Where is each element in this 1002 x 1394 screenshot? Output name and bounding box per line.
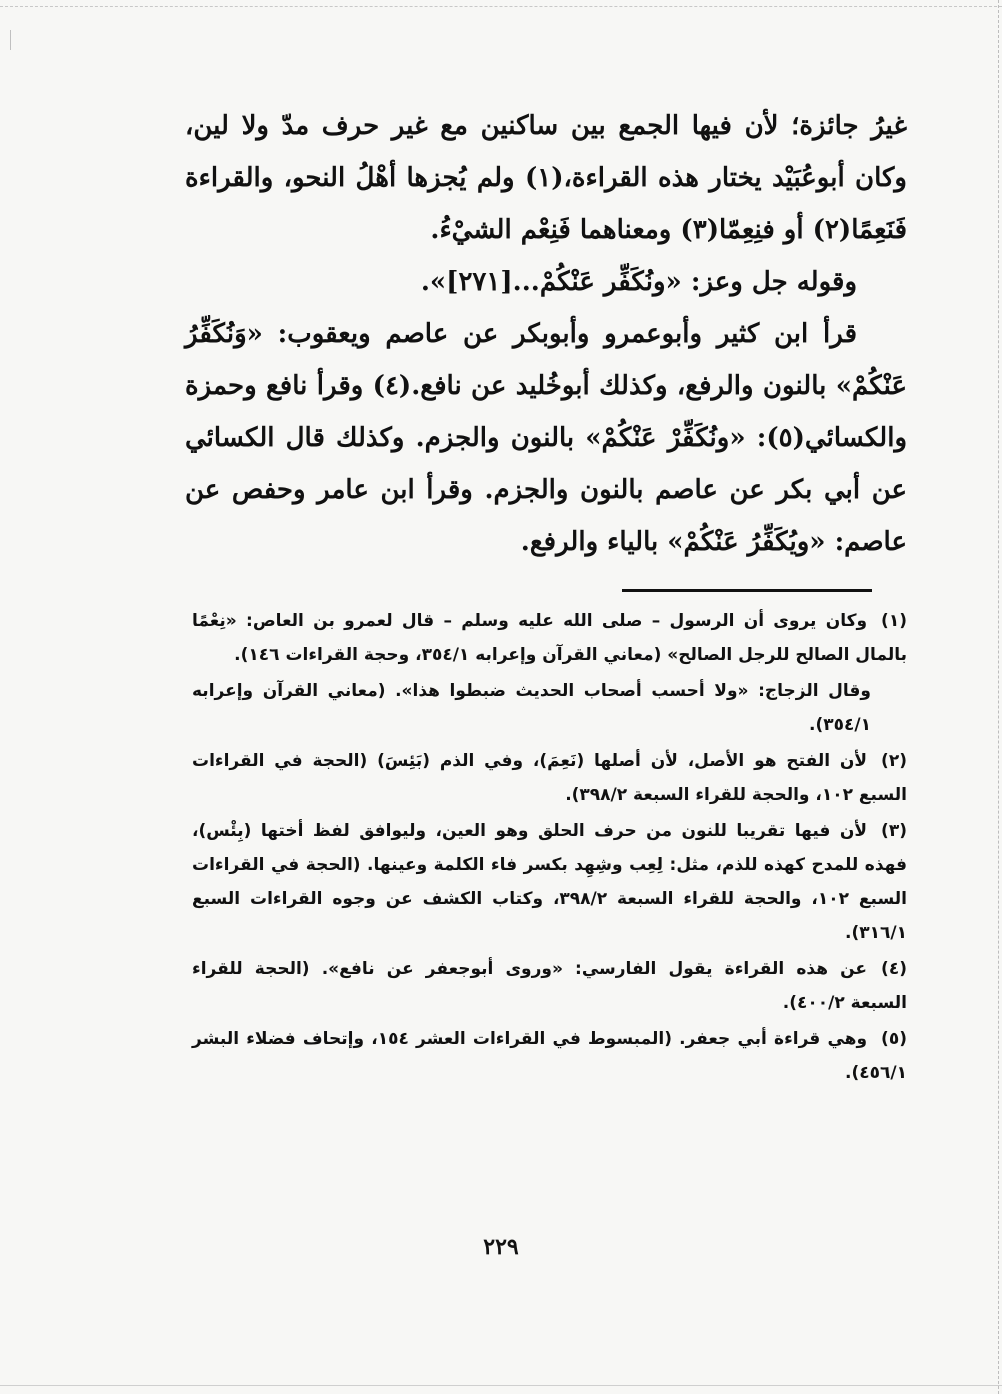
paragraph-continuation: غيرُ جائزة؛ لأن فيها الجمع بين ساكنين مع غير حرف مدّ ولا لين، وكان أبوعُبَيْد يختار هذه القراءة،(١) ولم يُجزها أهْلُ النحو، والقراءة فَنَعِمًا(٢) أو فنِعِمّا(٣) ومعناهما فَنِعْم الشيْءُ. bbox=[185, 111, 907, 245]
footnote-text: وكان يروى أن الرسول – صلى الله عليه وسلم – قال لعمرو بن العاص: «نِعْمًا بالمال الصالح للرجل الصالح» (معاني القرآن وإعرابه ٣٥٤/١، وحجة القراءات ١٤٦). bbox=[192, 611, 907, 665]
footnote-2 bbox=[192, 744, 907, 812]
main-text-block bbox=[185, 100, 907, 568]
footnote-number: (٥) bbox=[881, 1029, 907, 1049]
scan-edge-right bbox=[998, 0, 999, 1394]
scan-edge-left bbox=[10, 30, 11, 50]
page-number: ٢٢٩ bbox=[483, 1234, 519, 1260]
footnote-3 bbox=[192, 814, 907, 950]
footnotes-block bbox=[192, 604, 907, 1092]
footnote-text: لأن الفتح هو الأصل، لأن أصلها (نَعِمَ)، وفي الذم (بَئِسَ) (الحجة في القراءات السبع ١٠٢، والحجة للقراء السبعة ٣٩٨/٢). bbox=[192, 751, 907, 805]
footnote-number: (٤) bbox=[881, 959, 907, 979]
footnote-number: (٢) bbox=[881, 751, 907, 771]
footnote-text: لأن فيها تقريبا للنون من حرف الحلق وهو العين، وليوافق لفظ أختها (بِئْس)، فهذه للمدح كهذه للذم، مثل: لِعِب وشِهِد بكسر فاء الكلمة وعينها. (الحجة في القراءات السبع ١٠٢، والحجة للقراء السبعة ٣٩٨/٢، وكتاب الكشف عن وجوه القراءات السبع ٣١٦/١). bbox=[192, 821, 907, 943]
scan-edge-bottom bbox=[0, 1385, 1002, 1386]
scan-edge-top bbox=[0, 6, 1002, 7]
footnote-text: وهي قراءة أبي جعفر. (المبسوط في القراءات العشر ١٥٤، وإتحاف فضلاء البشر ٤٥٦/١). bbox=[192, 1029, 907, 1083]
paragraph-readings: قرأ ابن كثير وأبوعمرو وأبوبكر عن عاصم ويعقوب: «وَنُكَفِّرُ عَنْكُمْ» بالنون والرفع، وكذلك أبوخُليد عن نافع.(٤) وقرأ نافع وحمزة والكسائي(٥): «ونُكَفِّرْ عَنْكُمْ» بالنون والجزم. وكذلك قال الكسائي عن أبي بكر عن عاصم بالنون والجزم. وقرأ ابن عامر وحفص عن عاصم: «ويُكَفِّرُ عَنْكُمْ» بالياء والرفع. bbox=[185, 319, 907, 557]
footnote-1 bbox=[192, 604, 907, 672]
footnote-text: عن هذه القراءة يقول الفارسي: «وروى أبوجعفر عن نافع». (الحجة للقراء السبعة ٤٠٠/٢). bbox=[192, 959, 907, 1013]
footnote-divider bbox=[622, 589, 872, 592]
footnote-number: (٣) bbox=[881, 821, 907, 841]
footnote-1-continued bbox=[192, 674, 907, 742]
paragraph-verse-quote: وقوله جل وعز: «ونُكَفِّر عَنْكُمْ...[٢٧١]». bbox=[420, 267, 857, 297]
footnote-4 bbox=[192, 952, 907, 1020]
footnote-text: وقال الزجاج: «ولا أحسب أصحاب الحديث ضبطوا هذا». (معاني القرآن وإعرابه ٣٥٤/١). bbox=[192, 681, 871, 735]
footnote-number: (١) bbox=[881, 611, 907, 631]
footnote-5 bbox=[192, 1022, 907, 1090]
